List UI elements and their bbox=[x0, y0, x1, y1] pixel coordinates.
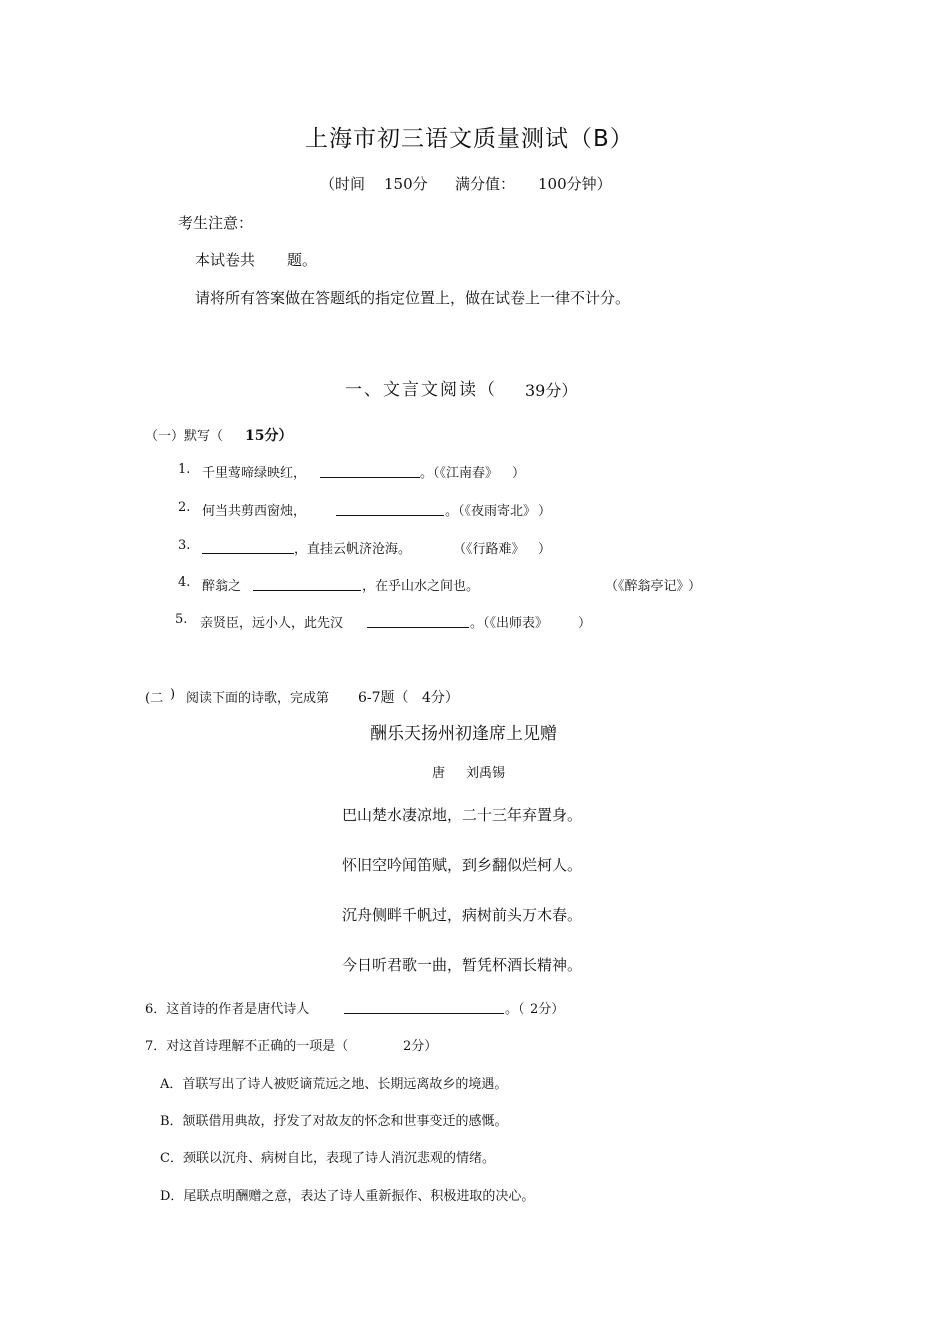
item-1-source: 。（《江南春》 bbox=[420, 466, 499, 481]
question-6-points: 2分） bbox=[530, 1002, 565, 1017]
part2-label-open: (二 bbox=[145, 691, 164, 706]
part2-heading: 阅读下面的诗歌，完成第 bbox=[186, 691, 330, 706]
notice-line-1a: 本试卷共 bbox=[195, 251, 256, 269]
part2-range: 6-7题（ bbox=[358, 690, 409, 706]
question-6: 6．这首诗的作者是唐代诗人 bbox=[145, 1002, 310, 1017]
item-3-source: （《行路难》 bbox=[453, 542, 525, 557]
option-c[interactable]: C．颈联以沉舟、病树自比，表现了诗人消沉悲观的情绪。 bbox=[160, 1151, 495, 1166]
question-6-tail: 。（ bbox=[505, 1002, 525, 1017]
item-2-close: ） bbox=[538, 504, 552, 519]
item-4-text: 醉翁之 bbox=[202, 579, 242, 594]
poem-dynasty: 唐 bbox=[432, 766, 446, 781]
item-3-blank[interactable] bbox=[202, 538, 294, 554]
item-4-blank[interactable] bbox=[253, 575, 361, 591]
item-1-text: 千里莺啼绿映红， bbox=[202, 466, 307, 481]
exam-score-label: 满分值： bbox=[455, 175, 516, 193]
notice-line-1b: 题。 bbox=[287, 251, 318, 269]
item-5-text: 亲贤臣，远小人，此先汉 bbox=[200, 616, 344, 631]
part1-label: （一）默写（ bbox=[145, 429, 224, 444]
item-1-blank[interactable] bbox=[320, 462, 420, 478]
part2-points: 4分） bbox=[422, 690, 459, 706]
item-4-number: 4. bbox=[178, 575, 191, 590]
notice-heading: 考生注意： bbox=[178, 214, 254, 232]
part2-label-close: ) bbox=[170, 687, 176, 702]
poem-line-3: 沉舟侧畔千帆过，病树前头万木春。 bbox=[342, 906, 583, 924]
item-3-text: ，直挂云帆济沧海。 bbox=[294, 542, 412, 557]
exam-score-value: 100分钟） bbox=[538, 175, 612, 193]
item-3-close: ） bbox=[538, 542, 552, 557]
item-4-source: （《醉翁亭记》 bbox=[605, 579, 690, 594]
item-1-close: ） bbox=[512, 466, 526, 481]
option-b[interactable]: B．颔联借用典故，抒发了对故友的怀念和世事变迁的感慨。 bbox=[160, 1114, 508, 1129]
poem-line-4: 今日听君歌一曲，暂凭杯酒长精神。 bbox=[342, 956, 583, 974]
item-2-blank[interactable] bbox=[336, 500, 444, 516]
item-2-number: 2. bbox=[178, 500, 191, 515]
question-7-points: 2分） bbox=[403, 1039, 438, 1054]
poem-line-2: 怀旧空吟闻笛赋，到乡翻似烂柯人。 bbox=[342, 856, 583, 874]
item-4-close: ） bbox=[688, 579, 702, 594]
item-2-text: 何当共剪西窗烛， bbox=[202, 504, 307, 519]
notice-line-2: 请将所有答案做在答题纸的指定位置上，做在试卷上一律不计分。 bbox=[195, 289, 631, 307]
item-1-number: 1. bbox=[178, 462, 191, 477]
item-2-source: 。（《夜雨寄北》 bbox=[445, 504, 537, 519]
poem-line-1: 巴山楚水凄凉地，二十三年弃置身。 bbox=[342, 806, 583, 824]
page-title: 上海市初三语文质量测试（B） bbox=[305, 126, 634, 152]
option-a[interactable]: A．首联写出了诗人被贬谪荒远之地、长期远离故乡的境遇。 bbox=[160, 1077, 508, 1092]
item-5-blank[interactable] bbox=[367, 612, 469, 628]
question-7: 7．对这首诗理解不正确的一项是（ bbox=[145, 1039, 349, 1054]
part1-points: 15分） bbox=[245, 428, 293, 444]
exam-time-label: （时间 bbox=[320, 175, 366, 193]
section1-heading: 一、文言文阅读（ bbox=[345, 380, 497, 400]
item-3-number: 3. bbox=[178, 538, 191, 553]
poem-author: 刘禹锡 bbox=[466, 766, 506, 781]
section1-points: 39分） bbox=[525, 381, 578, 400]
exam-time-value: 150分 bbox=[384, 175, 428, 193]
question-6-blank[interactable] bbox=[344, 998, 504, 1014]
option-d[interactable]: D．尾联点明酬赠之意，表达了诗人重新振作、积极进取的决心。 bbox=[160, 1189, 535, 1204]
item-5-source: 。（《出师表》 bbox=[470, 616, 549, 631]
poem-title: 酬乐天扬州初逢席上见赠 bbox=[370, 724, 557, 744]
item-5-close: ） bbox=[578, 616, 592, 631]
item-5-number: 5. bbox=[175, 612, 188, 627]
item-4-text-b: ，在乎山水之间也。 bbox=[362, 579, 480, 594]
